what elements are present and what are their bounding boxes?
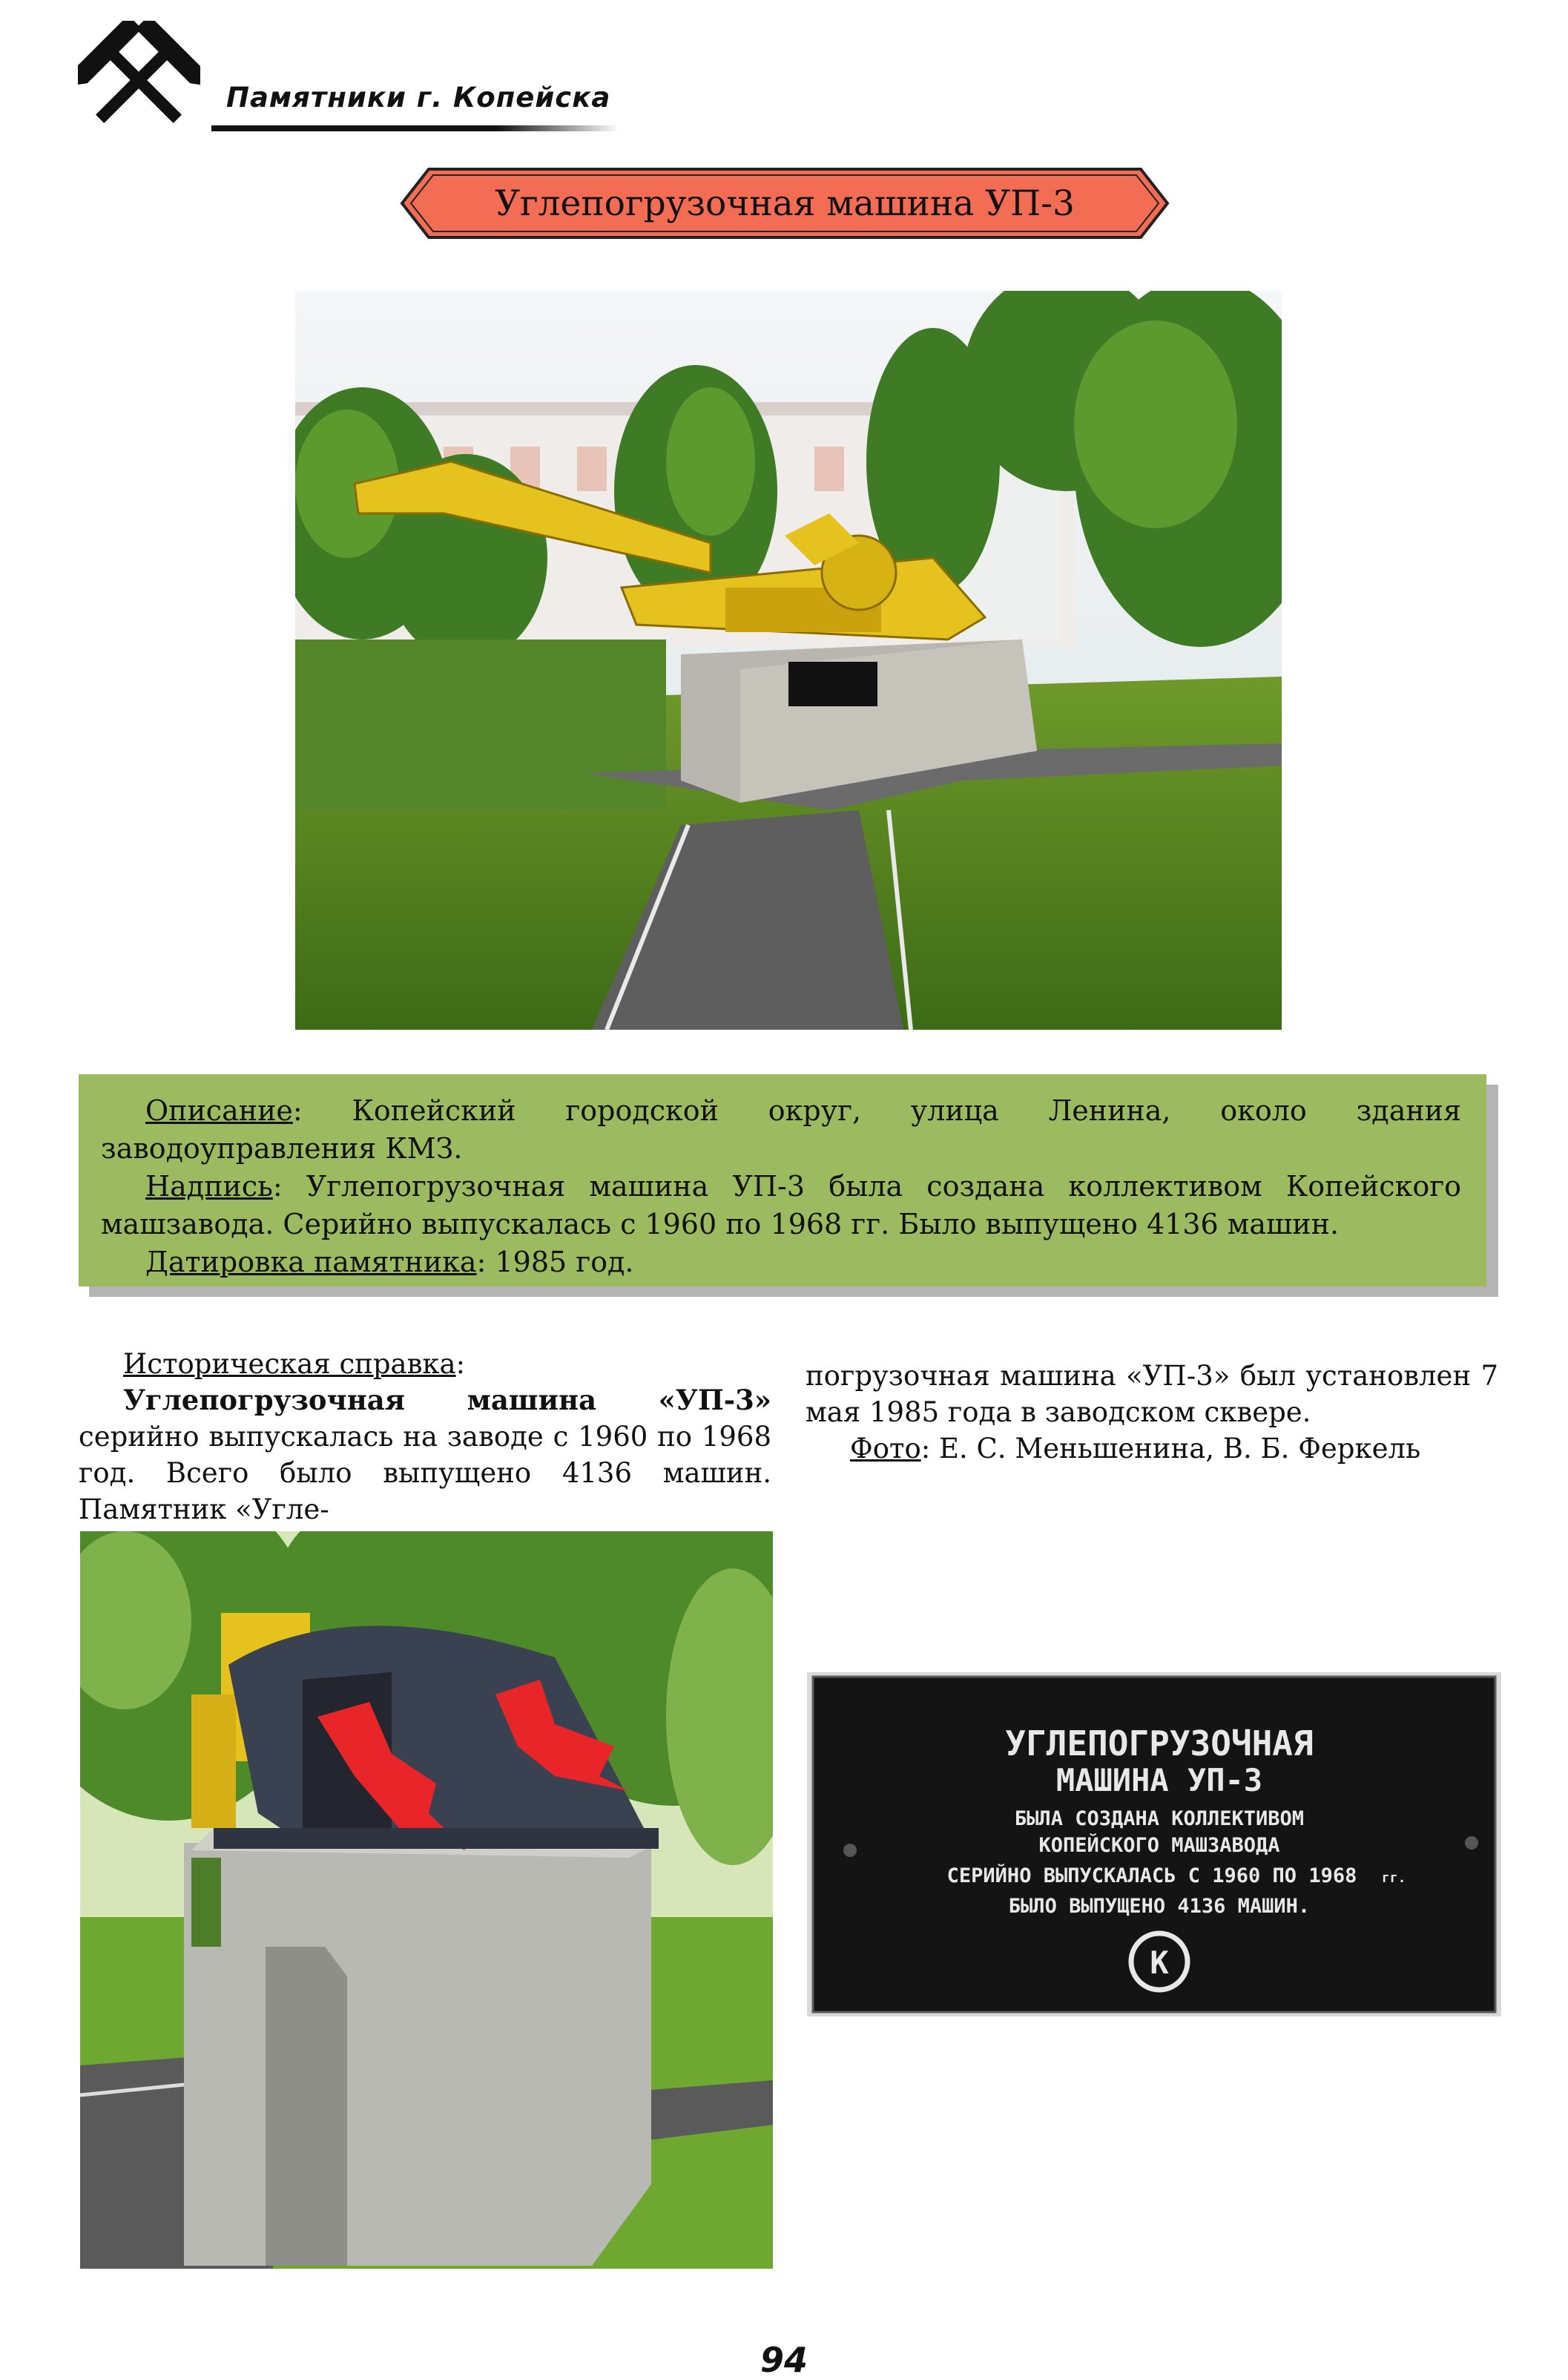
photo-credit-label: Фото xyxy=(850,1433,921,1465)
description-paragraph xyxy=(101,1092,1461,1168)
description-label: Описание xyxy=(145,1094,293,1127)
inscription-paragraph xyxy=(101,1168,1461,1243)
plaque-line-4: КОПЕЙСКОГО МАШЗАВОДА xyxy=(1038,1834,1280,1857)
series-title: Памятники г. Копейска xyxy=(226,82,611,114)
monument-main-photo xyxy=(295,291,1282,1030)
machine-name-bold: Углепогрузочная машина «УП-3» xyxy=(123,1384,771,1416)
emblem-letter: К xyxy=(1150,1945,1169,1981)
inscription-text: : Углепогрузочная машина УП-3 была создана коллективом Копейского машзавода. Серийно выпускалась с 1960 по 1968 гг. Было выпущено 4136 машин. xyxy=(101,1170,1461,1240)
plaque-line-1: УГЛЕПОГРУЗОЧНАЯ xyxy=(1005,1723,1314,1763)
photo-credit xyxy=(806,1430,1498,1467)
history-column-right xyxy=(806,1358,1498,1467)
plaque-line-5-suffix: гг. xyxy=(1382,1870,1406,1886)
history-text-right: погрузочная машина «УП-3» был установлен 7 мая 1985 года в заводском сквере. xyxy=(806,1360,1498,1428)
plaque-line-5: СЕРИЙНО ВЫПУСКАЛАСЬ С 1960 ПО 1968 xyxy=(946,1864,1357,1887)
plaque-line-2: МАШИНА УП-3 xyxy=(1055,1762,1263,1798)
history-paragraph xyxy=(79,1382,771,1528)
page-title: Углепогрузочная машина УП-3 xyxy=(495,183,1075,224)
plaque-line-6: БЫЛО ВЫПУЩЕНО 4136 МАШИН. xyxy=(1008,1895,1311,1918)
inscription-label: Надпись xyxy=(145,1170,273,1203)
history-text-left: серийно выпускалась на заводе с 1960 по 1968 год. Всего было выпущено 4136 машин. Памятник «Угле- xyxy=(79,1421,771,1525)
photo-credit-text: : Е. С. Меньшенина, В. Б. Феркель xyxy=(920,1433,1421,1465)
page-number: 94 xyxy=(760,2340,808,2380)
header-rule xyxy=(211,123,619,134)
description-text: : Копейский городской округ, улица Ленина, около здания заводоуправления КМЗ. xyxy=(101,1094,1461,1165)
history-column-left xyxy=(79,1346,771,1528)
history-label-suffix: : xyxy=(455,1348,466,1380)
dating-text: : 1985 год. xyxy=(476,1246,634,1278)
dating-label: Датировка памятника xyxy=(145,1246,477,1278)
crossed-hammers-icon xyxy=(78,21,200,139)
history-heading xyxy=(79,1346,771,1382)
plaque-line-3: БЫЛА СОЗДАНА КОЛЛЕКТИВОМ xyxy=(1014,1807,1305,1830)
info-box xyxy=(79,1074,1486,1286)
history-label: Историческая справка xyxy=(123,1348,456,1380)
monument-front-photo xyxy=(80,1531,773,2269)
plaque-photo xyxy=(807,1672,1501,2016)
dating-paragraph xyxy=(101,1243,1461,1281)
